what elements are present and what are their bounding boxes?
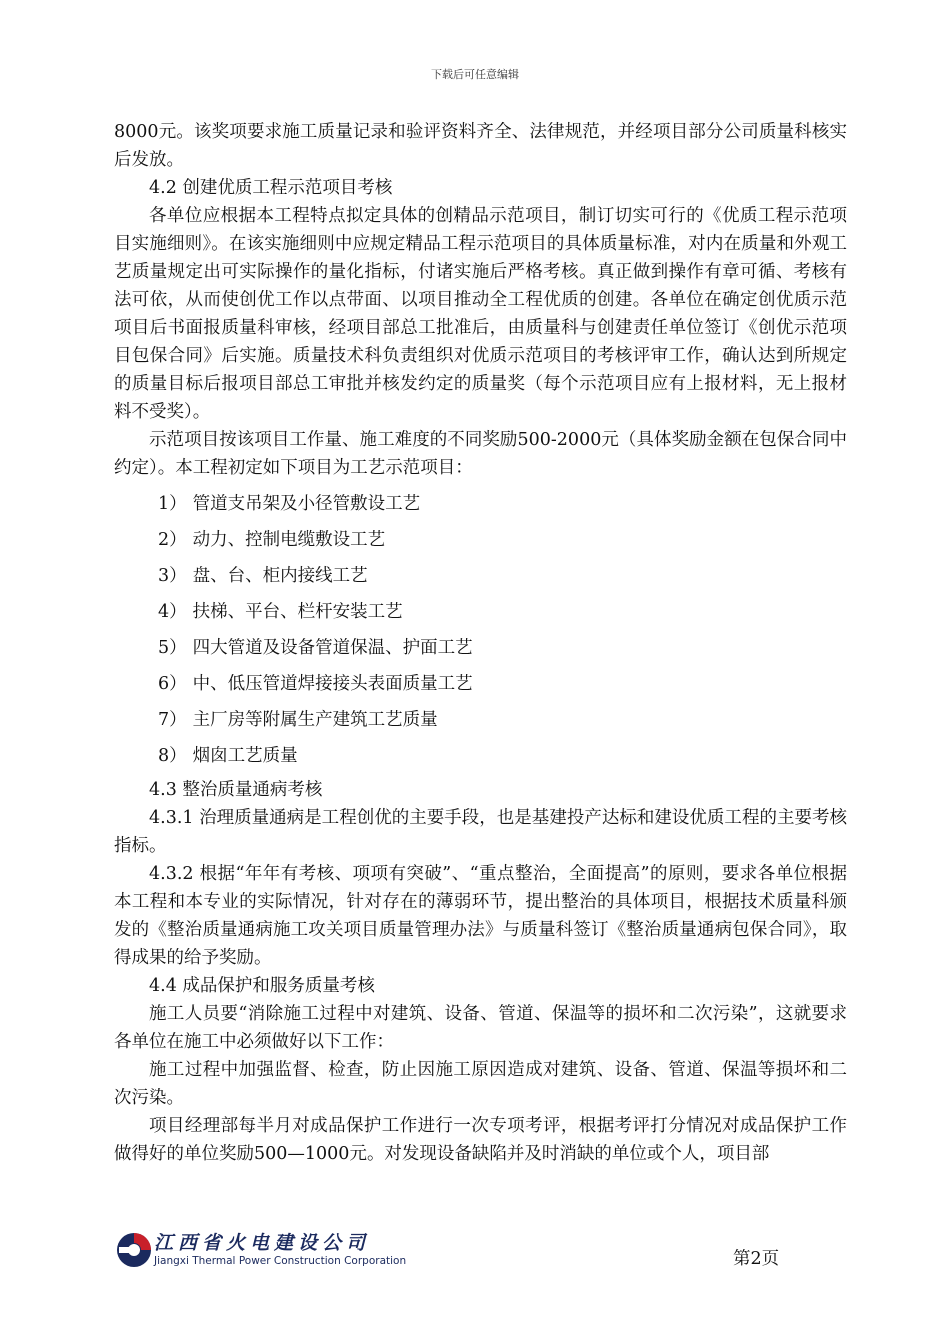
company-logo-mark-icon bbox=[114, 1230, 152, 1270]
paragraph: 各单位应根据本工程特点拟定具体的创精品示范项目，制订切实可行的《优质工程示范项目实施细则》。在该实施细则中应规定精品工程示范项目的具体质量标准，对内在质量和外观工艺质量规定出可实际操作的量化指标，付诸实施后严格考核。真正做到操作有章可循、考核有法可依，从而使创优工作以点带面、以项目推动全工程优质的创建。各单位在确定创优质示范项目后书面报质量科审核，经项目部总工批准后，由质量科与创建责任单位签订《创优示范项目包保合同》后实施。质量技术科负责组织对优质示范项目的考核评审工作，确认达到所规定的质量目标后报项目部总工审批并核发约定的质量奖（每个示范项目应有上报材料，无上报材料不受奖）。 bbox=[114, 206, 847, 422]
list-item bbox=[114, 486, 847, 522]
list-item-text: 烟囱工艺质量 bbox=[192, 746, 298, 766]
list-item bbox=[114, 738, 847, 774]
page-number: 第2页 bbox=[733, 1249, 780, 1269]
list-item-number: 6） bbox=[158, 674, 187, 694]
section-heading: 4.4 成品保护和服务质量考核 bbox=[149, 976, 375, 996]
list-item-number: 1） bbox=[158, 494, 187, 514]
list-item bbox=[114, 594, 847, 630]
list-item-number: 8） bbox=[158, 746, 187, 766]
list-item-text: 动力、控制电缆敷设工艺 bbox=[192, 530, 386, 550]
paragraph: 施工人员要“消除施工过程中对建筑、设备、管道、保温等的损坏和二次污染”，这就要求各单位在施工中必须做好以下工作： bbox=[114, 1004, 847, 1052]
list-item-number: 2） bbox=[158, 530, 187, 550]
list-item-number: 3） bbox=[158, 566, 187, 586]
list-item-text: 扶梯、平台、栏杆安装工艺 bbox=[192, 602, 403, 622]
list-item-text: 盘、台、柜内接线工艺 bbox=[192, 566, 368, 586]
paragraph: 项目经理部每半月对成品保护工作进行一次专项考评，根据考评打分情况对成品保护工作做得好的单位奖励500—1000元。对发现设备缺陷并及时消缺的单位或个人，项目部 bbox=[114, 1116, 847, 1164]
list-item-text: 主厂房等附属生产建筑工艺质量 bbox=[192, 710, 438, 730]
list-item bbox=[114, 522, 847, 558]
paragraph: 8000元。该奖项要求施工质量记录和验评资料齐全、法律规范，并经项目部分公司质量科核实后发放。 bbox=[114, 122, 847, 170]
list-item bbox=[114, 666, 847, 702]
list-item-number: 7） bbox=[158, 710, 187, 730]
page-header: 下载后可任意编辑 bbox=[431, 68, 519, 81]
list-item bbox=[114, 702, 847, 738]
paragraph: 示范项目按该项目工作量、施工难度的不同奖励500-2000元（具体奖励金额在包保合同中约定）。本工程初定如下项目为工艺示范项目： bbox=[114, 430, 847, 478]
list-item bbox=[114, 558, 847, 594]
list-item-number: 5） bbox=[158, 638, 187, 658]
logo-chinese-name: 江西省火电建设公司 bbox=[154, 1232, 371, 1254]
list-item-text: 管道支吊架及小径管敷设工艺 bbox=[192, 494, 421, 514]
list-item-text: 中、低压管道焊接接头表面质量工艺 bbox=[192, 674, 473, 694]
list-item-text: 四大管道及设备管道保温、护面工艺 bbox=[192, 638, 473, 658]
paragraph: 4.3.2 根据“年年有考核、项项有突破”、“重点整治，全面提高”的原则，要求各单位根据本工程和本专业的实际情况，针对存在的薄弱环节，提出整治的具体项目，根据技术质量科颁发的《整治质量通病施工攻关项目质量管理办法》与质量科签订《整治质量通病包保合同》，取得成果的给予奖励。 bbox=[114, 864, 847, 968]
list-item bbox=[114, 630, 847, 666]
section-heading: 4.2 创建优质工程示范项目考核 bbox=[149, 178, 393, 198]
logo-english-name: Jiangxi Thermal Power Construction Corporation bbox=[154, 1255, 407, 1267]
section-heading: 4.3 整治质量通病考核 bbox=[149, 780, 323, 800]
document-body bbox=[114, 118, 847, 1168]
list-item-number: 4） bbox=[158, 602, 187, 622]
paragraph: 施工过程中加强监督、检查，防止因施工原因造成对建筑、设备、管道、保温等损坏和二次污染。 bbox=[114, 1060, 847, 1108]
company-logo bbox=[114, 1228, 407, 1272]
demo-project-list bbox=[114, 486, 847, 774]
paragraph: 4.3.1 治理质量通病是工程创优的主要手段，也是基建投产达标和建设优质工程的主要考核指标。 bbox=[114, 808, 847, 856]
